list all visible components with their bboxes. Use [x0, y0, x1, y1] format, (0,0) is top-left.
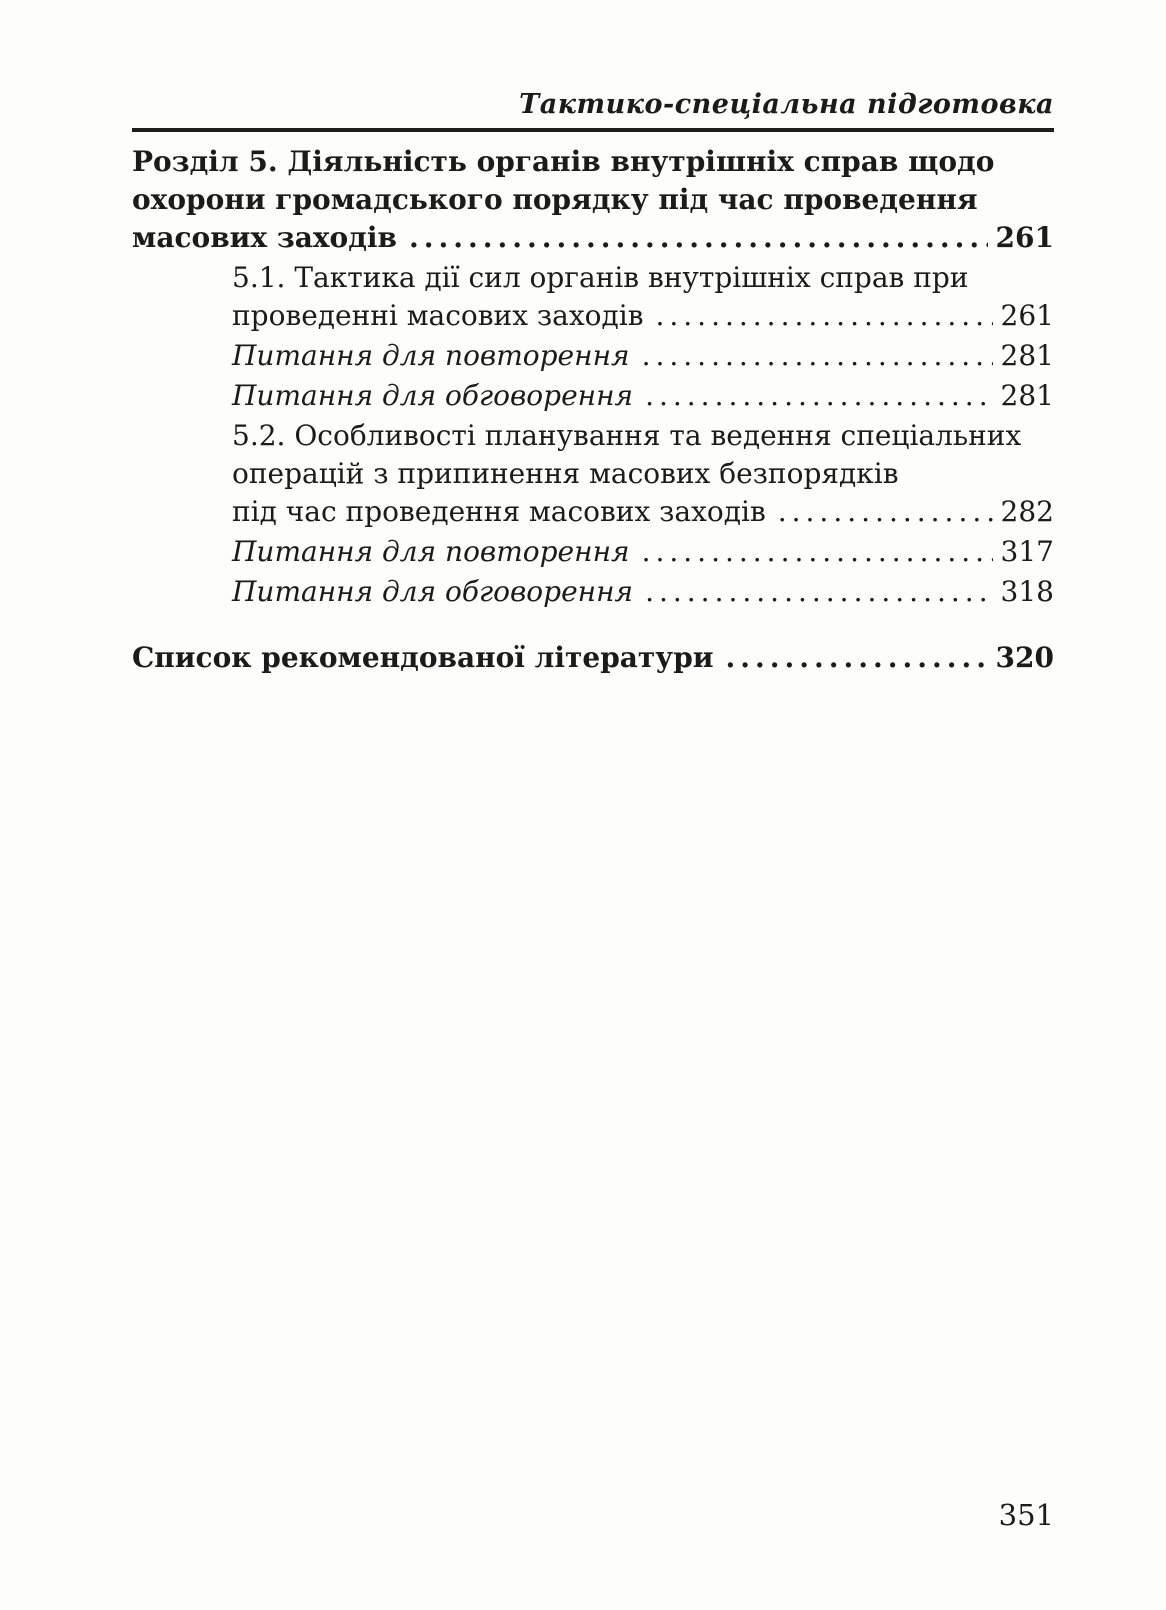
toc-entry-line	[132, 219, 1054, 257]
toc-entry-line	[132, 639, 1054, 677]
toc-entry-discussion-questions	[132, 573, 1054, 611]
toc-entry-line	[232, 297, 1054, 335]
dot-leader	[778, 493, 993, 531]
toc-entry-line	[232, 337, 1054, 375]
table-of-contents	[132, 143, 1054, 677]
toc-page-number: 320	[995, 641, 1054, 674]
page-number: 351	[998, 1498, 1054, 1532]
toc-entry-review-questions	[132, 337, 1054, 375]
toc-entry-text: Питання для повторення	[232, 339, 630, 372]
toc-entry-line	[232, 533, 1054, 571]
toc-entry-text: під час проведення масових заходів	[232, 495, 766, 528]
toc-entry-line	[232, 377, 1054, 415]
toc-page-number: 317	[1000, 535, 1054, 568]
toc-entry-chapter-5	[132, 143, 1054, 257]
toc-entry-recommended-literature	[132, 639, 1054, 677]
dot-leader	[726, 639, 988, 677]
toc-entry-text: Список рекомендованої літератури	[132, 641, 714, 674]
running-header-title: Тактико-спеціальна підготовка	[519, 89, 1054, 120]
toc-entry-section-5-1	[132, 259, 1054, 335]
toc-entry-line: Розділ 5. Діяльність органів внутрішніх справ щодо	[132, 145, 995, 178]
toc-entry-review-questions	[132, 533, 1054, 571]
dot-leader	[642, 533, 993, 571]
dot-leader	[645, 377, 992, 415]
toc-entry-line: охорони громадського порядку під час проведення	[132, 183, 978, 216]
toc-entry-line: операцій з припинення масових безпорядків	[232, 457, 899, 490]
toc-page-number: 281	[1000, 379, 1054, 412]
toc-entry-section-5-2	[132, 417, 1054, 531]
dot-leader	[645, 573, 992, 611]
page-content	[132, 0, 1054, 677]
toc-entry-text: проведенні масових заходів	[232, 299, 644, 332]
toc-entry-line	[232, 493, 1054, 531]
toc-page-number: 282	[1000, 495, 1054, 528]
toc-entry-text: масових заходів	[132, 221, 397, 254]
toc-entry-line	[232, 573, 1054, 611]
toc-page-number: 261	[995, 221, 1054, 254]
toc-entry-line: 5.1. Тактика дії сил органів внутрішніх справ при	[232, 261, 969, 294]
toc-page-number: 261	[1000, 299, 1054, 332]
toc-entry-text: Питання для повторення	[232, 535, 630, 568]
toc-entry-line: 5.2. Особливості планування та ведення спеціальних	[232, 419, 1022, 452]
dot-leader	[655, 297, 992, 335]
toc-page-number: 318	[1000, 575, 1054, 608]
header-rule	[132, 128, 1054, 132]
toc-page-number: 281	[1000, 339, 1054, 372]
toc-entry-text: Питання для обговорення	[232, 575, 634, 608]
dot-leader	[409, 219, 988, 257]
dot-leader	[642, 337, 993, 375]
toc-entry-discussion-questions	[132, 377, 1054, 415]
toc-entry-text: Питання для обговорення	[232, 379, 634, 412]
